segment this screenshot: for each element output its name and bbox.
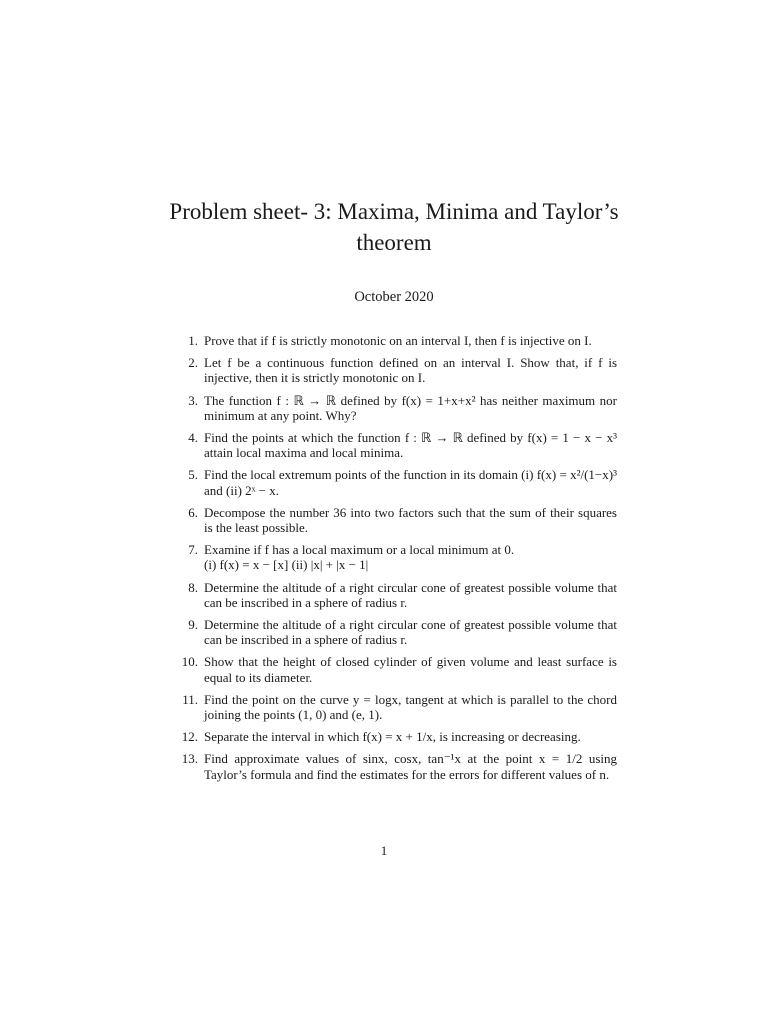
problem-item [175,617,617,647]
page-number: 1 [380,843,388,858]
problem-item [175,393,617,423]
problem-subtext: (i) f(x) = x − [x] (ii) |x| + |x − 1| [204,557,369,573]
problem-text: Find the local extremum points of the function in its domain (i) f(x) = x²/(1−x)³ and (ii) 2ˣ − x. [204,467,617,498]
problem-number: 5. [188,467,198,483]
problem-text: Let f be a continuous function defined on an interval I. Show that, if f is injective, then it is strictly monotonic on I. [204,355,617,386]
problem-item [175,692,617,722]
problem-text: Find the points at which the function f : ℝ → ℝ defined by f(x) = 1 − x − x³ attain local maxima and local minima. [204,430,617,461]
problem-item [175,505,617,535]
problem-number: 10. [181,654,198,670]
problem-text: Find approximate values of sinx, cosx, tan⁻¹x at the point x = 1/2 using Taylor’s formula and find the estimates for the errors for different values of n. [204,751,617,782]
problem-number: 8. [188,579,198,595]
problem-text: Determine the altitude of a right circular cone of greatest possible volume that can be inscribed in a sphere of radius r. [204,617,617,648]
problem-text: Find the point on the curve y = logx, tangent at which is parallel to the chord joining the points (1, 0) and (e, 1). [204,691,617,723]
problem-item [175,654,617,684]
problem-number: 4. [188,430,198,446]
problem-item [175,333,617,348]
problem-text: Determine the altitude of a right circular cone of greatest possible volume that can be inscribed in a sphere of radius r. [204,579,617,610]
problem-number: 9. [188,617,198,633]
problem-number: 11. [182,691,198,707]
problem-item [175,467,617,497]
problem-item [175,430,617,460]
problem-text: Separate the interval in which f(x) = x + 1/x, is increasing or decreasing. [204,729,581,745]
document-date: October 2020 [354,289,434,305]
problem-list [175,333,617,789]
problem-item [175,580,617,610]
problem-number: 1. [188,333,198,348]
problem-item [175,751,617,781]
problem-item [175,355,617,385]
problem-number: 12. [181,729,198,745]
problem-text: Examine if f has a local maximum or a local minimum at 0. [204,542,515,558]
problem-item [175,542,617,572]
problem-number: 7. [188,542,198,558]
problem-text: Show that the height of closed cylinder of given volume and least surface is equal to its diameter. [204,654,617,685]
problem-text: The function f : ℝ → ℝ defined by f(x) = 1+x+x² has neither maximum nor minimum at any point. Why? [204,392,617,423]
problem-number: 2. [188,355,198,371]
problem-number: 3. [188,392,198,408]
problem-number: 6. [188,504,198,520]
problem-text: Prove that if f is strictly monotonic on an interval I, then f is injective on I. [204,333,592,348]
problem-item [175,729,617,744]
problem-number: 13. [181,751,198,767]
problem-text: Decompose the number 36 into two factors such that the sum of their squares is the least possible. [204,504,617,536]
page-title: Problem sheet- 3: Maxima, Minima and Taylor’s theorem [169,199,619,255]
